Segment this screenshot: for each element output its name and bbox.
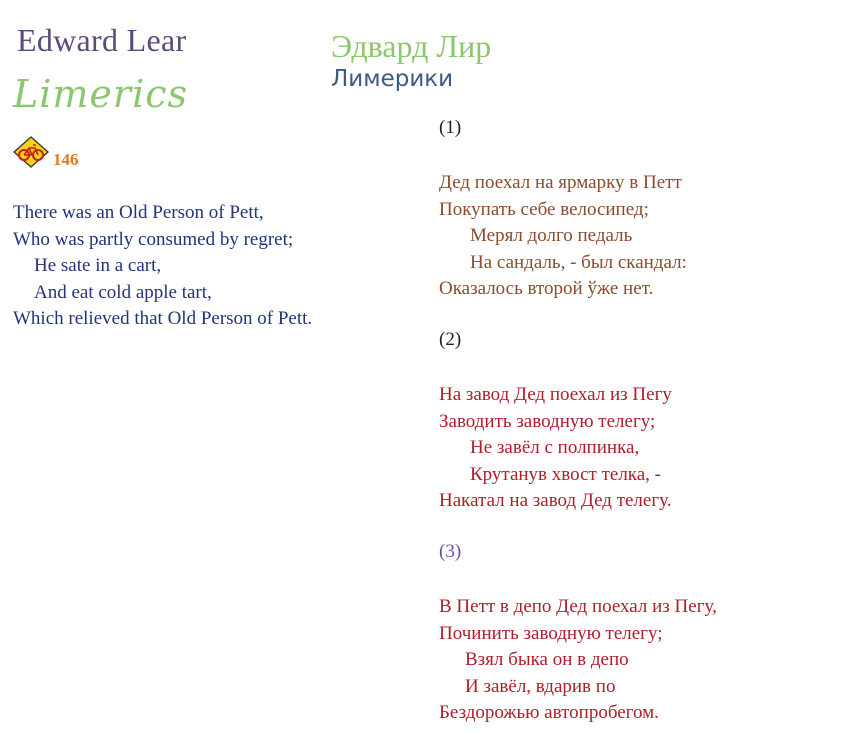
russian-stanza-1 (439, 170, 687, 303)
author-title-en: Edward Lear (17, 22, 187, 58)
russian-stanza-2 (439, 382, 672, 515)
limerick-number: 146 (53, 150, 79, 169)
poem-line: Мерял долго педаль (470, 225, 633, 246)
poem-line: В Петт в депо Дед поехал из Пегу, (439, 596, 717, 617)
poem-line: Заводить заводную телегу; (439, 410, 656, 432)
poem-line: Покупать себе велосипед; (439, 198, 649, 220)
poem-line: Which relieved that Old Person of Pett. (13, 308, 313, 329)
poem-line: Взял быка он в депо (465, 649, 629, 670)
english-poem (13, 200, 312, 333)
poem-line: И завёл, вдарив по (465, 675, 616, 697)
poem-line: Не завёл с полпинка, (470, 437, 640, 458)
poem-line: Оказалось второй ўже нет. (439, 278, 654, 299)
poem-line: He sate in a cart, (34, 255, 162, 276)
poem-line: Who was partly consumed by regret; (13, 228, 294, 250)
poem-line: На сандаль, - был скандал: (470, 251, 687, 273)
stanza-marker-2: (2) (439, 329, 462, 350)
poem-line: Накатал на завод Дед телегу. (439, 490, 672, 511)
subtitle-ru: Лимерики (331, 66, 454, 92)
poem-line: Дед поехал на ярмарку в Петт (439, 172, 682, 193)
subtitle-en: Limerics (13, 72, 189, 116)
russian-stanza-3 (439, 594, 717, 727)
poem-line: There was an Old Person of Pett, (13, 202, 264, 223)
poem-line: Бездорожью автопробегом. (439, 702, 659, 723)
bicycle-sign-icon (13, 136, 49, 168)
stanza-marker-1: (1) (439, 117, 462, 138)
poem-line: Починить заводную телегу; (439, 622, 663, 644)
poem-line: На завод Дед поехал из Пегу (439, 384, 672, 405)
stanza-marker-3: (3) (439, 541, 462, 562)
poem-line: And eat cold apple tart, (34, 281, 212, 303)
poem-line: Крутанув хвост телка, - (470, 463, 662, 485)
author-title-ru: Эдвард Лир (331, 28, 492, 64)
